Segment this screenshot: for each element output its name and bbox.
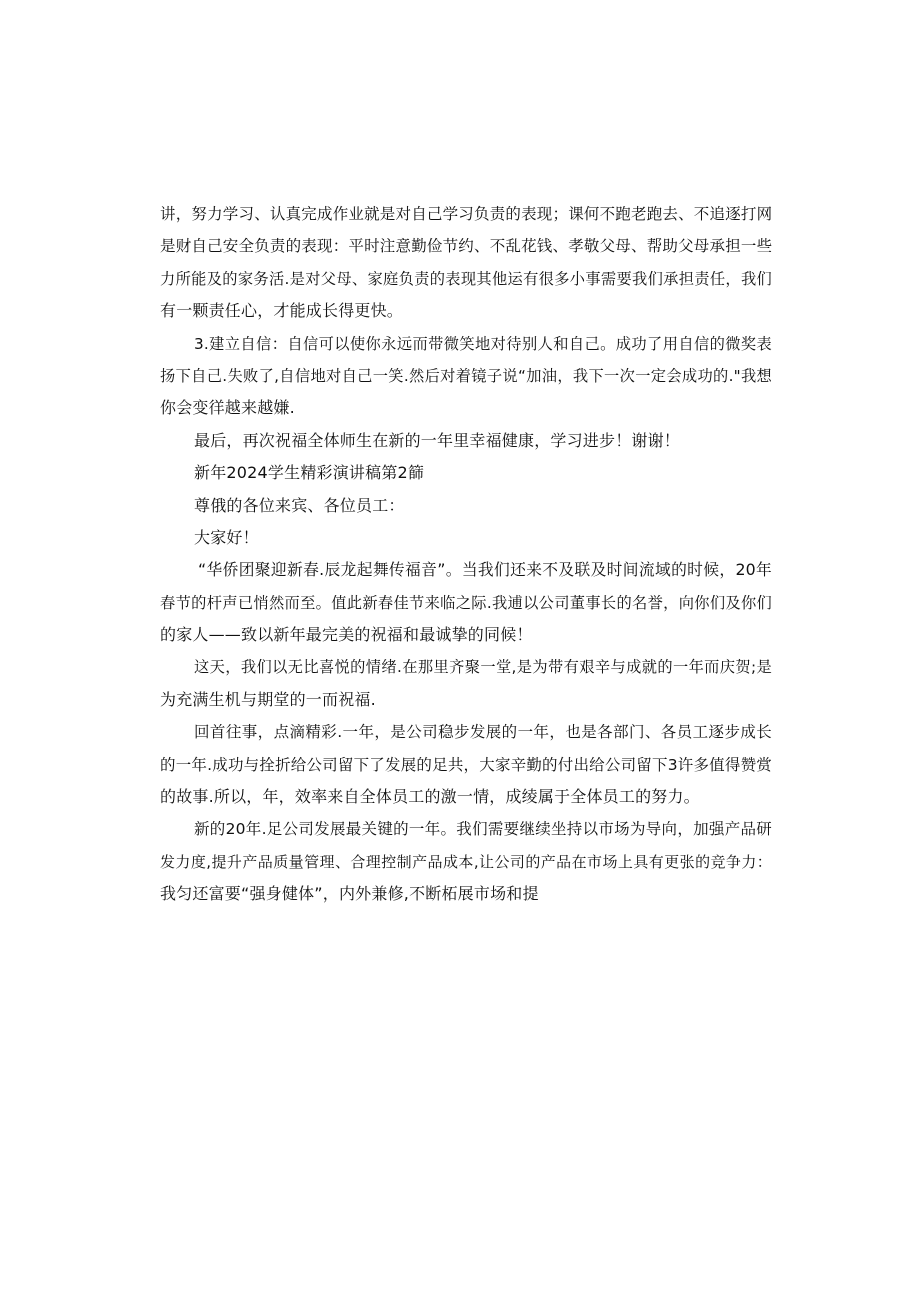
text-line: 的故事.所以，年，效率来自全体员工的激一情，成绫属于全体员工的努力。 — [160, 787, 700, 807]
text-line: 这天，我们以无比喜悦的情绪.在那里齐聚一堂,是为带有艰辛与成就的一年而庆贺;是 — [194, 658, 772, 677]
text-line: 的家人——致以新年最完美的祝福和最诚挚的同候！ — [160, 625, 533, 645]
text-line: 最后，再次祝福全体师生在新的一年里幸福健康，学习进步！谢谢！ — [194, 430, 681, 450]
text-line: 新的20年.足公司发展最关键的一年。我们需要继续坐持以市场为导向，加强产品研 — [194, 820, 772, 839]
text-line: 为充满生机与期堂的一而祝福. — [160, 689, 376, 709]
text-line: 力所能及的家务活.是对父母、家庭负责的表现其他运有很多小事需要我们承担责任，我们 — [160, 269, 772, 288]
text-line: 的一年.成功与拴折给公司留下了发展的足共，大家辛勤的付出给公司留下3许多值得赞赏 — [160, 755, 772, 774]
greeting: 大家好！ — [194, 527, 259, 547]
text-line: “华侨团聚迎新春.辰龙起舞传福音”。当我们还来不及联及时间流域的时候，20年 — [198, 560, 772, 580]
text-line: 是财自己安全负责的表现：平时注意勤俭节约、不乱花钱、孝敬父母、帮助父母承担一些 — [160, 237, 773, 256]
text-line: 3.建立自信：自信可以使你永远而带微笑地对待别人和自己。成功了用自信的微奖表 — [194, 334, 772, 353]
text-line: 扬下自己.失败了,自信地对自己一笑.然后对着镜子说“加油，我下一次一定会成功的."我想 — [160, 366, 772, 385]
text-line: 回首往事，点滴精彩.一年，是公司稳步发展的一年，也是各部门、各员工逐步成长 — [194, 723, 772, 742]
text-line: 有一颗责任心，才能成长得更快。 — [160, 301, 404, 321]
section-heading: 新年2024学生精彩演讲稿第2篩 — [194, 463, 425, 483]
salutation: 尊俄的各位来宾、各位员工： — [194, 495, 405, 515]
text-line: 发力度,提升产品质量管理、合理控制产品成本,让公司的产品在市场上具有更张的竞争力： — [160, 852, 772, 871]
document-body — [160, 198, 772, 911]
text-line: 你会变徉越来越嫌. — [160, 398, 295, 418]
text-line: 我匀还富要“强身健体”，内外兼修,不断柘展市场和提 — [160, 884, 539, 904]
text-line: 讲，努力学习、认真完成作业就是对自己学习负责的表现；课何不跑老跑去、不追逐打网 — [160, 205, 773, 223]
text-line: 春节的杆声已悄然而至。值此新春佳节来临之际.我逋以公司董事长的名誉，向你们及你们 — [160, 593, 772, 612]
